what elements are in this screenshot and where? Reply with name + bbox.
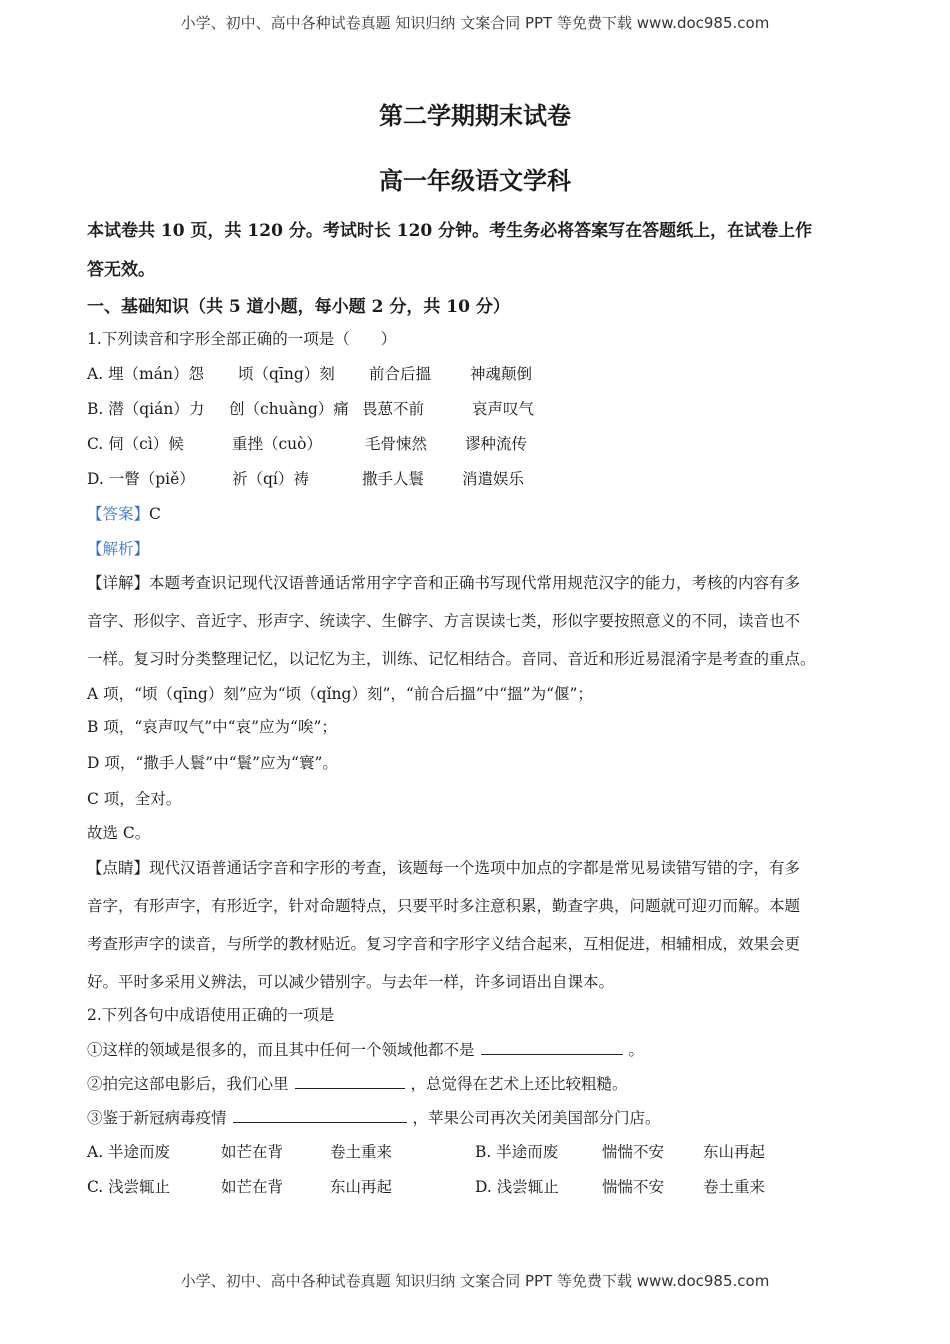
option-cell: 畏葸不前 <box>362 400 425 418</box>
fill-blank <box>481 1040 623 1055</box>
fill-blank <box>295 1074 405 1089</box>
q1-detail-line: D 项，“撒手人鬟”中“鬟”应为“寰”。 <box>87 754 338 772</box>
sentence-text: ，总觉得在艺术上还比较粗糙。 <box>410 1075 628 1093</box>
q1-answer <box>87 502 867 524</box>
option-cell: A. 埋（mán）怨 <box>87 365 204 383</box>
q1-detail-line: C 项，全对。 <box>87 790 182 808</box>
option-cell: 撒手人鬟 <box>362 470 425 488</box>
option-cell: 消遣娱乐 <box>462 470 525 488</box>
q1-analysis-label: 【解析】 <box>87 540 150 558</box>
option-cell: 创（chuàng）痛 <box>229 400 349 418</box>
q2-sentence-1 <box>87 1038 867 1060</box>
q1-detail-line: 音字、形似字、音近字、形声字、统读字、生僻字、方言误读七类，形似字要按照意义的不同，读音也不 <box>87 612 801 630</box>
option-cell: 前合后搵 <box>369 365 432 383</box>
option-cell: 祈（qí）祷 <box>232 470 309 488</box>
option-cell: 东山再起 <box>330 1178 393 1196</box>
option-cell: B. 半途而废 <box>475 1143 559 1161</box>
sentence-text: 。 <box>628 1041 645 1059</box>
option-cell: B. 潜（qián）力 <box>87 400 205 418</box>
option-cell: 顷（qīng）刻 <box>238 365 335 383</box>
option-cell: 谬种流传 <box>465 435 528 453</box>
option-cell: 重挫（cuò） <box>232 435 322 453</box>
answer-value: C <box>149 505 161 523</box>
page-header: 小学、初中、高中各种试卷真题 知识归纳 文案合同 PPT 等免费下载 www.doc985.com <box>180 14 770 32</box>
option-cell: 哀声叹气 <box>472 400 535 418</box>
option-cell: C. 浅尝辄止 <box>87 1178 171 1196</box>
q1-tip-line: 【点睛】现代汉语普通话字音和字形的考查，该题每一个选项中加点的字都是常见易读错写错的字，有多 <box>87 859 801 877</box>
option-cell: 卷土重来 <box>330 1143 393 1161</box>
intro-line-1: 本试卷共 10 页，共 120 分。考试时长 120 分钟。考生务必将答案写在答题纸上，在试卷上作 <box>87 221 813 241</box>
option-cell: 卷土重来 <box>703 1178 766 1196</box>
q2-sentence-3 <box>87 1106 867 1128</box>
option-cell: 神魂颠倒 <box>470 365 533 383</box>
intro-line-2: 答无效。 <box>87 260 155 280</box>
section-heading: 一、基础知识（共 5 道小题，每小题 2 分，共 10 分） <box>87 297 510 317</box>
sentence-text: ②拍完这部电影后，我们心里 <box>87 1075 289 1093</box>
q1-stem: 1.下列读音和字形全部正确的一项是（ ） <box>87 330 397 348</box>
q1-detail-line: 【详解】本题考查识记现代汉语普通话常用字字音和正确书写现代常用规范汉字的能力，考核的内容有多 <box>87 574 801 592</box>
q1-tip-line: 音字，有形声字，有形近字，针对命题特点，只要平时多注意积累，勤查字典，问题就可迎刃而解。本题 <box>87 897 801 915</box>
option-cell: 惴惴不安 <box>602 1178 665 1196</box>
q2-stem: 2.下列各句中成语使用正确的一项是 <box>87 1006 335 1024</box>
option-cell: 如芒在背 <box>221 1178 284 1196</box>
q1-tip-line: 好。平时多采用义辨法，可以减少错别字。与去年一样，许多词语出自课本。 <box>87 973 615 991</box>
exam-subtitle: 高一年级语文学科 <box>379 166 571 195</box>
sentence-text: ，苹果公司再次关闭美国部分门店。 <box>412 1109 661 1127</box>
page-footer: 小学、初中、高中各种试卷真题 知识归纳 文案合同 PPT 等免费下载 www.doc985.com <box>180 1272 770 1290</box>
exam-title: 第二学期期末试卷 <box>379 101 571 130</box>
option-cell: D. 一瞥（piě） <box>87 470 195 488</box>
option-cell: 惴惴不安 <box>602 1143 665 1161</box>
option-cell: 毛骨悚然 <box>365 435 428 453</box>
q1-tip-line: 考查形声字的读音，与所学的教材贴近。复习字音和字形字义结合起来，互相促进，相辅相成，效果会更 <box>87 935 801 953</box>
q1-detail-line: 一样。复习时分类整理记忆，以记忆为主，训练、记忆相结合。音同、音近和形近易混淆字是考查的重点。 <box>87 650 816 668</box>
fill-blank <box>233 1108 407 1123</box>
q1-detail-line: A 项，“顷（qīng）刻”应为“顷（qǐng）刻”，“前合后搵”中“搵”为“偃”； <box>87 685 593 703</box>
q1-detail-line: B 项，“哀声叹气”中“哀”应为“唉”； <box>87 718 337 736</box>
option-cell: C. 伺（cì）候 <box>87 435 184 453</box>
q1-detail-line: 故选 C。 <box>87 824 151 842</box>
option-cell: 如芒在背 <box>221 1143 284 1161</box>
option-cell: A. 半途而废 <box>87 1143 171 1161</box>
sentence-text: ①这样的领域是很多的，而且其中任何一个领域他都不是 <box>87 1041 475 1059</box>
sentence-text: ③鉴于新冠病毒疫情 <box>87 1109 227 1127</box>
q2-sentence-2 <box>87 1072 867 1094</box>
answer-label: 【答案】 <box>87 505 150 523</box>
option-cell: 东山再起 <box>703 1143 766 1161</box>
option-cell: D. 浅尝辄止 <box>475 1178 559 1196</box>
